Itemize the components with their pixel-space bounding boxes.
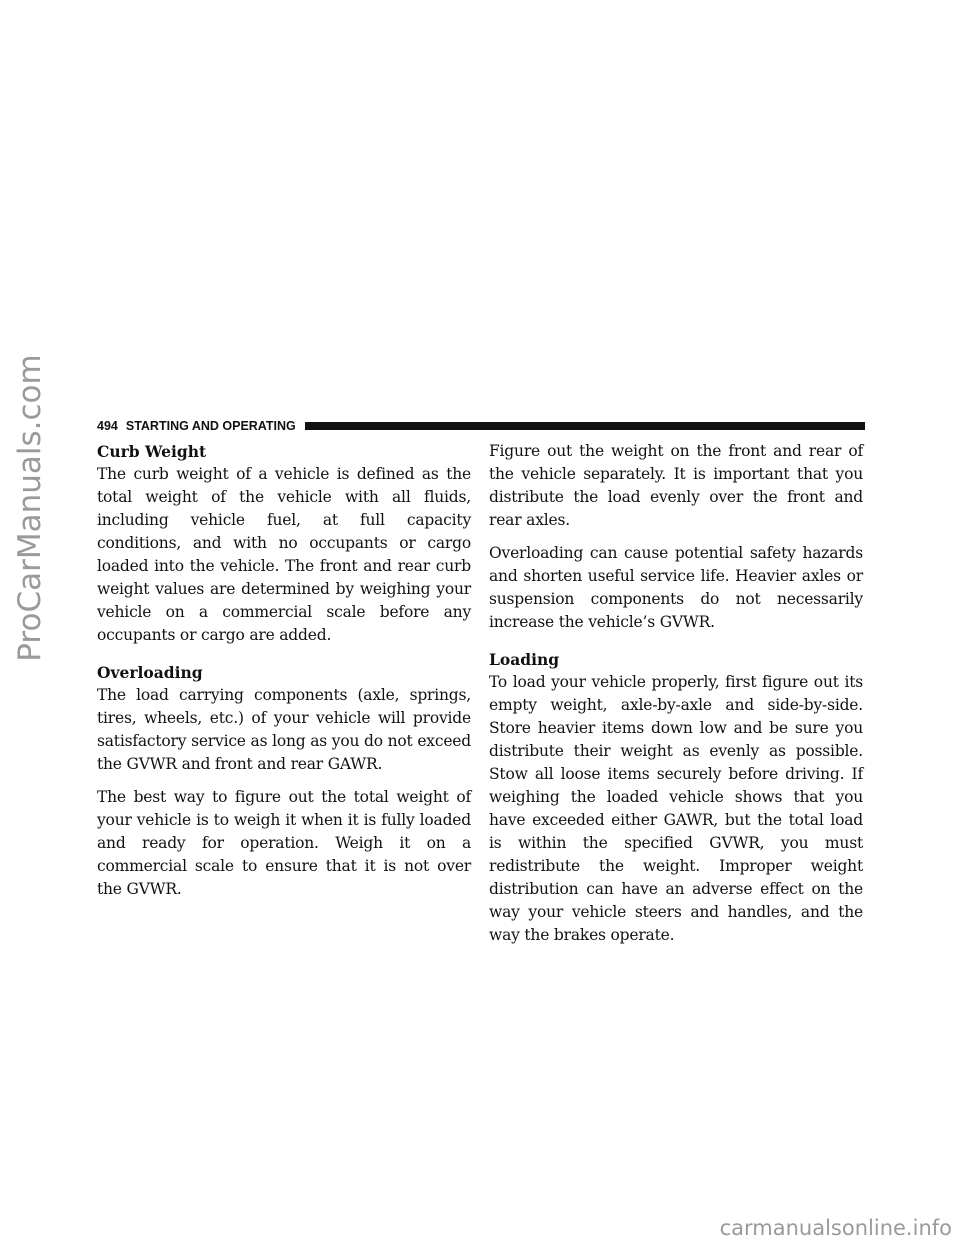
page-number: 494 — [97, 419, 118, 433]
overloading-paragraph-1: The load carrying components (axle, springs, tires, wheels, etc.) of your vehicle will provide satisfactory service as long as you do not exceed the GVWR and front and rear GAWR. — [97, 686, 471, 773]
overloading-heading: Overloading — [97, 663, 203, 682]
axle-distribution-paragraph: Figure out the weight on the front and rear of the vehicle separately. It is important that you distribute the load evenly over the front and rear axles. — [489, 442, 863, 529]
left-column — [97, 440, 471, 911]
bottom-watermark: carmanualsonline.info — [719, 1216, 952, 1240]
page-header — [97, 418, 865, 434]
curb-weight-paragraph: The curb weight of a vehicle is defined as the total weight of the vehicle with all fluids, including vehicle fuel, at full capacity conditions, and with no occupants or cargo loaded into the vehicle. The front and rear curb weight values are determined by weighing your vehicle on a commercial scale before any occupants or cargo are added. — [97, 465, 471, 644]
loading-heading: Loading — [489, 650, 560, 669]
overloading-paragraph-2: The best way to figure out the total weight of your vehicle is to weigh it when it is fully loaded and ready for operation. Weigh it on a commercial scale to ensure that it is not over the GVWR. — [97, 788, 471, 898]
header-rule — [305, 422, 865, 430]
side-watermark-text: ProCarManuals.com — [12, 354, 48, 662]
curb-weight-heading: Curb Weight — [97, 442, 207, 461]
section-title: STARTING AND OPERATING — [125, 419, 296, 433]
right-column — [489, 440, 863, 957]
overloading-hazards-paragraph: Overloading can cause potential safety hazards and shorten useful service life. Heavier axles or suspension components do not necessarily increase the vehicle’s GVWR. — [489, 544, 863, 631]
loading-paragraph: To load your vehicle properly, first figure out its empty weight, axle-by-axle and side-by-side. Store heavier items down low and be sure you distribute their weight as evenly as possible. Stow all loose items securely before driving. If weighing the loaded vehicle shows that you have exceeded either GAWR, but the total load is within the specified GVWR, you must redistribute the weight. Improper weight distribution can have an adverse effect on the way your vehicle steers and handles, and the way the brakes operate. — [489, 673, 863, 944]
